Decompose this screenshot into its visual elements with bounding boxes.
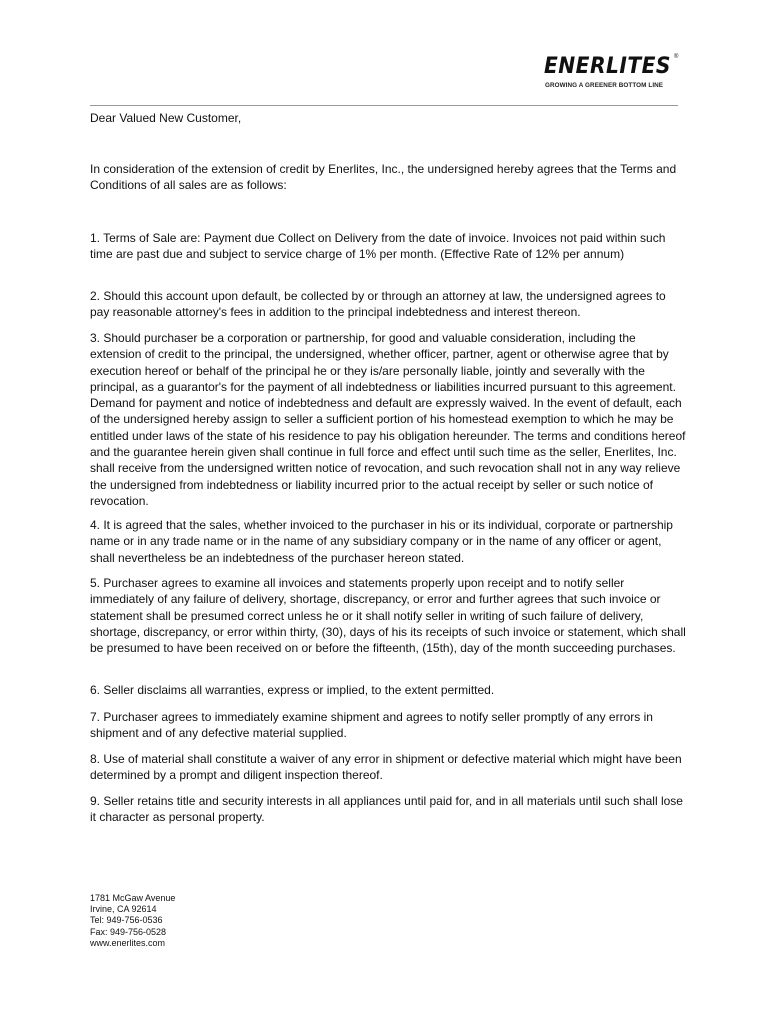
logo-registered-mark: ® [674, 54, 679, 60]
address-fax: Fax: 949-756-0528 [90, 926, 167, 937]
logo-tagline: GROWING A GREENER BOTTOM LINE [545, 82, 664, 89]
address-telephone: Tel: 949-756-0536 [90, 915, 163, 926]
letter-greeting: Dear Valued New Customer, [90, 111, 242, 125]
term-paragraph-1: 1. Terms of Sale are: Payment due Collect on Delivery from the date of invoice. Invoices not paid within such time are past due and subject to service charge of 1% per month. (Effective Rate of 12% per annum) [90, 231, 666, 262]
term-paragraph-8: 8. Use of material shall constitute a waiver of any error in shipment or defective material which might have been determined by a prompt and diligent inspection thereof. [90, 752, 682, 783]
term-paragraph-9: 9. Seller retains title and security interests in all appliances until paid for, and in all materials until such shall lose it character as personal property. [90, 794, 683, 825]
address-website: www.enerlites.com [90, 937, 166, 948]
term-paragraph-6: 6. Seller disclaims all warranties, express or implied, to the extent permitted. [90, 683, 495, 697]
term-paragraph-4: 4. It is agreed that the sales, whether invoiced to the purchaser in his or its individual, corporate or partnership name or in any trade name or in the name of any subsidiary company or in the name of any officer or agent, shall nevertheless be an indebtedness of the purchaser hereon stated. [90, 518, 673, 565]
letter-intro: In consideration of the extension of credit by Enerlites, Inc., the undersigned hereby agrees that the Terms and Conditions of all sales are as follows: [90, 162, 677, 193]
header-divider [90, 105, 678, 106]
logo-wordmark: ENERLITES [544, 54, 671, 79]
address-city: Irvine, CA 92614 [90, 904, 157, 915]
term-paragraph-3: 3. Should purchaser be a corporation or partnership, for good and valuable consideration, including the extension of credit to the principal, the undersigned, whether officer, partner, agent or otherwise agree that by execution hereof or behalf of the principal he or they is/are personally liable, jointly and severally with the principal, as a guarantor's for the payment of all indebtedness or liabilities incurred pursuant to this agreement. Demand for payment and notice of indebtedness and default are expressly waived. In the event of default, each of the undersigned hereby assign to seller a sufficient portion of his homestead exemption to which he may be entitled under laws of the state of his residence to pay his obligation hereunder. The terms and conditions hereof and the guarantee herein given shall continue in full force and effect until such time as the seller, Enerlites, Inc. shall receive from the undersigned written notice of revocation, and such revocation shall not in any way relieve the undersigned from indebtedness or liability incurred prior to the actual receipt by seller or such notice of revocation. [90, 331, 686, 508]
company-logo [544, 54, 684, 94]
term-paragraph-2: 2. Should this account upon default, be collected by or through an attorney at law, the undersigned agrees to pay reasonable attorney's fees in addition to the principal indebtedness and interest thereon. [90, 289, 666, 320]
address-street: 1781 McGaw Avenue [90, 893, 176, 903]
term-paragraph-7: 7. Purchaser agrees to immediately examine shipment and agrees to notify seller promptly of any errors in shipment and of any defective material supplied. [90, 710, 653, 741]
company-address-block [90, 893, 175, 949]
term-paragraph-5: 5. Purchaser agrees to examine all invoices and statements properly upon receipt and to notify seller immediately of any failure of delivery, shortage, discrepancy, or error and further agrees that such invoice or statement shall be presumed correct unless he or it shall notify seller in writing of such failure of delivery, shortage, discrepancy, or error within thirty, (30), days of his its receipts of such invoice or statement, which shall be presumed to have been received on or before the fifteenth, (15th), day of the month succeeding purchases. [90, 576, 686, 656]
